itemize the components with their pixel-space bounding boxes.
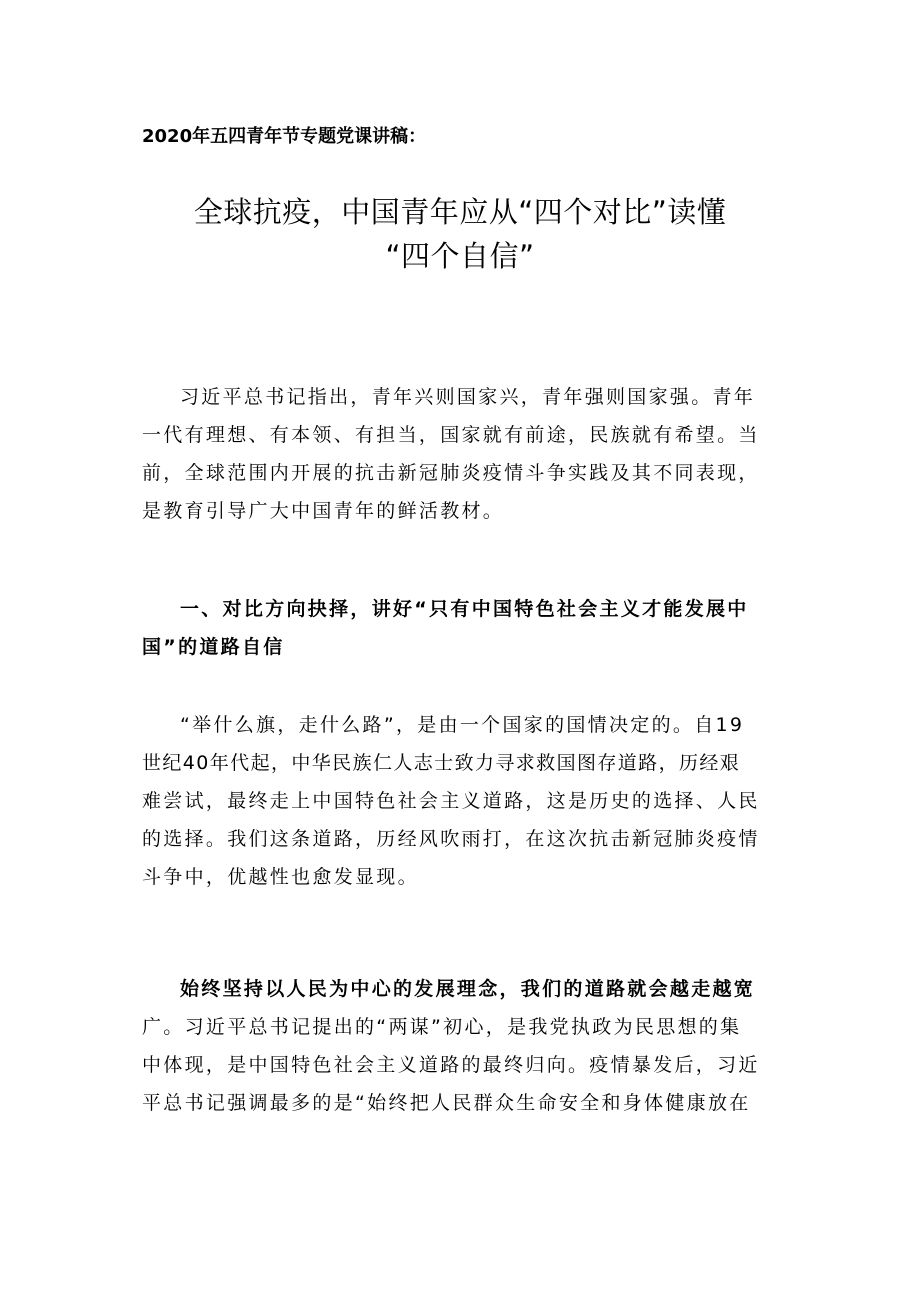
paragraph-bold-lead: 始终坚持以人民为中心的发展理念，我们的道路就会越走越宽 bbox=[180, 978, 756, 1000]
paragraph-line: “举什么旗，走什么路”，是由一个国家的国情决定的。自19 bbox=[180, 714, 745, 736]
section-heading-1 bbox=[142, 590, 782, 666]
heading-line: 国”的道路自信 bbox=[142, 636, 285, 658]
paragraph-line: 中体现，是中国特色社会主义道路的最终归向。疫情暴发后，习近 bbox=[142, 1054, 760, 1076]
document-title bbox=[142, 190, 778, 278]
paragraph-people bbox=[142, 970, 782, 1122]
paragraph-line: 广。习近平总书记提出的“两谋”初心，是我党执政为民思想的集 bbox=[142, 1016, 742, 1038]
paragraph-line: 习近平总书记指出，青年兴则国家兴，青年强则国家强。青年 bbox=[180, 386, 756, 408]
paragraph-line: 是教育引导广大中国青年的鲜活教材。 bbox=[142, 500, 505, 522]
document-subtitle: 2020年五四青年节专题党课讲稿： bbox=[142, 126, 427, 147]
title-line: “四个自信” bbox=[385, 239, 535, 273]
paragraph-line: 前，全球范围内开展的抗击新冠肺炎疫情斗争实践及其不同表现， bbox=[142, 462, 760, 484]
paragraph-line: 一代有理想、有本领、有担当，国家就有前途，民族就有希望。当 bbox=[142, 424, 760, 446]
title-line: 全球抗疫，中国青年应从“四个对比”读懂 bbox=[193, 195, 727, 229]
paragraph-line: 世纪40年代起，中华民族仁人志士致力寻求救国图存道路，历经艰 bbox=[142, 752, 741, 774]
paragraph-line: 斗争中，优越性也愈发显现。 bbox=[142, 866, 419, 888]
paragraph-road bbox=[142, 706, 782, 896]
heading-line: 一、对比方向抉择，讲好“只有中国特色社会主义才能发展中 bbox=[180, 598, 749, 620]
paragraph-line: 的选择。我们这条道路，历经风吹雨打，在这次抗击新冠肺炎疫情 bbox=[142, 828, 760, 850]
paragraph-line: 难尝试，最终走上中国特色社会主义道路，这是历史的选择、人民 bbox=[142, 790, 760, 812]
paragraph-line: 平总书记强调最多的是“始终把人民群众生命安全和身体健康放在 bbox=[142, 1092, 751, 1114]
paragraph-intro bbox=[142, 378, 782, 530]
